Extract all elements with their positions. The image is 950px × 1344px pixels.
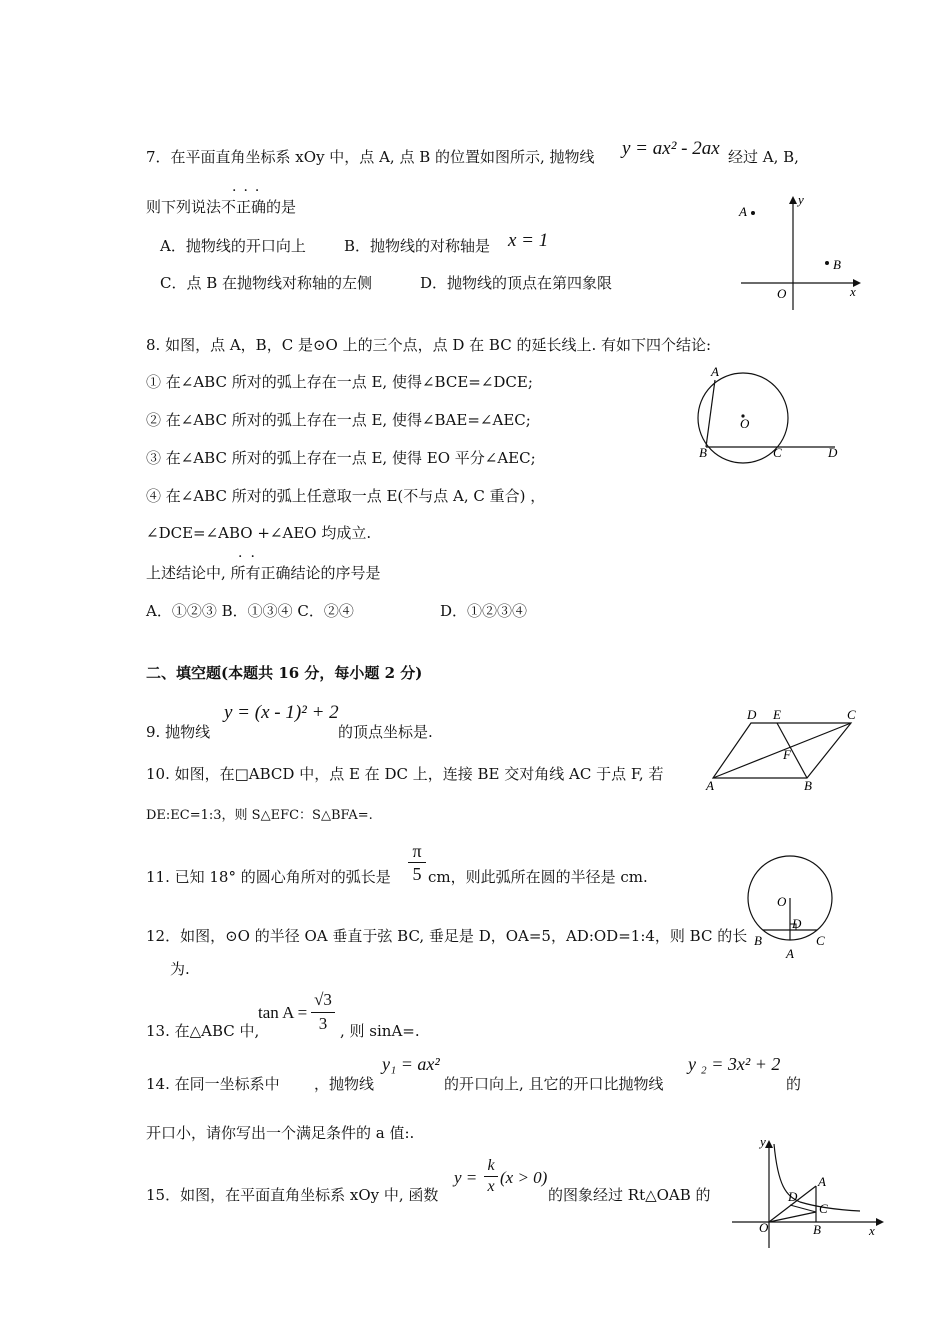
q12-line2: 为. — [170, 960, 190, 978]
q13-prefix: 13. 在△ABC 中, — [146, 1022, 260, 1040]
q15-condition: (x > 0) — [500, 1168, 548, 1187]
label-y: y — [760, 1134, 766, 1149]
point-b — [825, 261, 829, 265]
label-y: y — [798, 192, 804, 207]
label-a: A — [711, 364, 719, 379]
q14-prefix: 14. 在同一坐标系中 — [146, 1075, 280, 1093]
label-a: A — [786, 946, 794, 961]
label-c: C — [816, 933, 825, 948]
q8-options: A．①②③ B．①③④ C．②④ — [146, 602, 354, 620]
q11-fraction-denominator: 5 — [412, 864, 422, 884]
label-x: x — [869, 1223, 875, 1238]
q13-suffix: , 则 sinA=. — [340, 1022, 420, 1040]
q7-option-c: C．点 B 在抛物线对称轴的左侧 — [160, 274, 373, 292]
q14-mid: ，抛物线 — [314, 1075, 375, 1093]
label-f: F — [783, 747, 791, 762]
emphasis-dots: ··· — [232, 183, 267, 199]
label-a: A — [818, 1174, 826, 1189]
q13-fraction-denominator: 3 — [318, 1014, 328, 1033]
q9-prefix: 9. 抛物线 — [146, 723, 211, 741]
label-o: O — [759, 1220, 769, 1235]
q11-suffix: cm，则此弧所在圆的半径是 cm. — [428, 868, 648, 886]
q7-figure — [735, 192, 865, 312]
label-a: A — [706, 778, 714, 793]
point-a — [751, 211, 755, 215]
q15-fraction-numerator: k — [487, 1157, 495, 1174]
q7-option-d: D．抛物线的顶点在第四象限 — [420, 274, 613, 292]
q8-statement-1: ① 在∠ABC 所对的弧上存在一点 E, 使得∠BCE=∠DCE; — [146, 373, 533, 391]
q8-statement-5: ∠DCE=∠ABO +∠AEO 均成立. — [146, 524, 372, 542]
q8-option-d: D．①②③④ — [440, 602, 528, 620]
q15-figure — [730, 1136, 890, 1251]
q7-option-b: B．抛物线的对称轴是 — [344, 237, 491, 255]
label-o: O — [777, 286, 787, 301]
label-o: O — [740, 416, 750, 431]
q7-line1: 7．在平面直角坐标系 xOy 中，点 A, 点 B 的位置如图所示, 抛物线 — [146, 148, 595, 166]
q11-prefix: 11. 已知 18° 的圆心角所对的弧长是 — [146, 868, 391, 886]
section-2-heading: 二、填空题(本题共 16 分，每小题 2 分) — [146, 664, 423, 682]
q13-formula-left: tan A = — [258, 1003, 308, 1022]
q9-suffix: 的顶点坐标是. — [338, 723, 433, 741]
q14-formula-1: y₁ = ax² — [382, 1054, 440, 1074]
q7-formula: y = ax² - 2ax — [622, 138, 720, 159]
label-a: A — [739, 204, 747, 219]
q14-mid-2: 的开口向上, 且它的开口比抛物线 — [444, 1075, 664, 1093]
label-b: B — [833, 257, 841, 272]
q12-line1: 12．如图，⊙O 的半径 OA 垂直于弦 BC, 垂足是 D，OA=5，AD:OD=1:4，则 BC 的长 — [146, 927, 748, 945]
label-d: D — [792, 916, 802, 931]
label-c: C — [847, 707, 856, 722]
q13-fraction-bar — [311, 1012, 335, 1013]
q15-fraction-bar — [484, 1176, 498, 1177]
q7-option-a: A．抛物线的开口向上 — [160, 237, 306, 255]
label-b: B — [699, 445, 707, 460]
q12-figure — [745, 852, 845, 962]
q8-statement-2: ② 在∠ABC 所对的弧上存在一点 E, 使得∠BAE=∠AEC; — [146, 411, 531, 429]
q15-suffix: 的图象经过 Rt△OAB 的 — [548, 1186, 711, 1204]
label-d: D — [828, 445, 838, 460]
q11-fraction-bar — [408, 862, 426, 863]
label-b: B — [813, 1222, 821, 1237]
q15-fraction-denominator: x — [487, 1178, 495, 1195]
q7-option-b-formula: x = 1 — [508, 230, 549, 251]
label-c: C — [773, 445, 782, 460]
q10-line1: 10. 如图，在□ABCD 中，点 E 在 DC 上，连接 BE 交对角线 AC 于点 F, 若 — [146, 765, 664, 783]
label-d: D — [788, 1189, 798, 1204]
q14-formula-2: y ₂ = 3x² + 2 — [688, 1054, 781, 1074]
q10-line2: DE:EC=1:3，则 S△EFC：S△BFA=. — [146, 808, 373, 823]
q7-line2: 则下列说法不正确的是 — [146, 198, 297, 216]
q8-figure — [695, 365, 845, 465]
q8-question: 上述结论中, 所有正确结论的序号是 — [146, 564, 381, 582]
q15-prefix: 15．如图，在平面直角坐标系 xOy 中, 函数 — [146, 1186, 439, 1204]
q10-figure — [705, 706, 865, 791]
label-c: C — [819, 1201, 828, 1216]
q15-formula-y: y = — [454, 1168, 478, 1187]
label-o: O — [777, 894, 787, 909]
emphasis-dots: ·· — [238, 549, 263, 565]
q11-fraction-numerator: π — [412, 841, 422, 861]
q14-line2: 开口小，请你写出一个满足条件的 a 值:. — [146, 1124, 415, 1142]
label-x: x — [850, 284, 856, 299]
q7-line1-end: 经过 A, B, — [728, 148, 799, 166]
label-b: B — [754, 933, 762, 948]
label-d: D — [747, 707, 757, 722]
label-b: B — [804, 778, 812, 793]
q8-line1: 8. 如图，点 A，B，C 是⊙O 上的三个点，点 D 在 BC 的延长线上. 有如下四个结论: — [146, 336, 712, 354]
q8-statement-3: ③ 在∠ABC 所对的弧上存在一点 E, 使得 EO 平分∠AEC; — [146, 449, 536, 467]
q14-suffix: 的 — [786, 1075, 802, 1093]
q8-statement-4: ④ 在∠ABC 所对的弧上任意取一点 E(不与点 A, C 重合) ， — [146, 487, 546, 505]
q9-formula: y = (x - 1)² + 2 — [224, 702, 339, 723]
q13-fraction-numerator: √3 — [314, 990, 332, 1009]
label-e: E — [773, 707, 781, 722]
